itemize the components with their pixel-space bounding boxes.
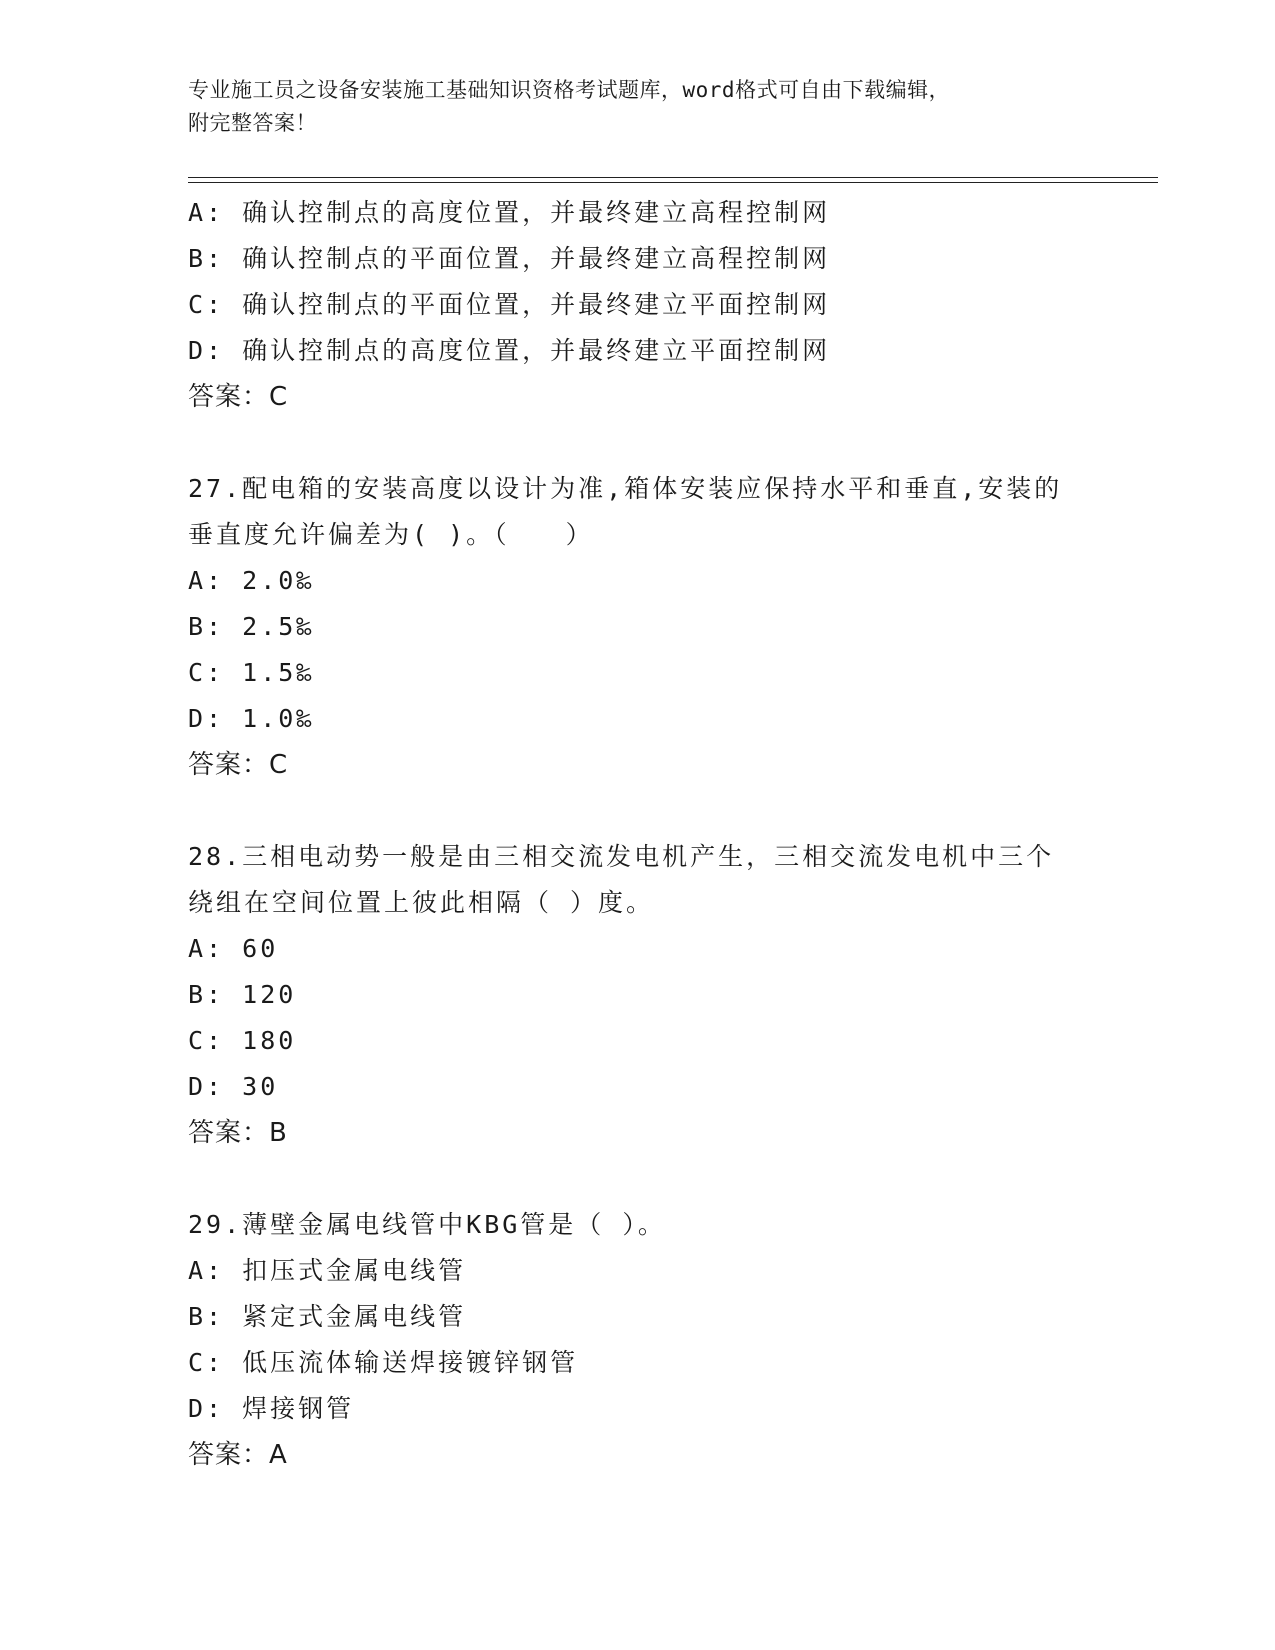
option-c: C: 确认控制点的平面位置，并最终建立平面控制网 (188, 290, 831, 319)
answer: 答案：C (188, 750, 289, 780)
option-a: A: 60 (188, 934, 279, 963)
answer: 答案：A (188, 1440, 288, 1470)
question-stem-line1: 28.三相电动势一般是由三相交流发电机产生，三相交流发电机中三个 (188, 842, 1055, 871)
question-stem-line2: 绕组在空间位置上彼此相隔（ ）度。 (188, 888, 655, 917)
answer: 答案：B (188, 1118, 288, 1148)
option-b: B: 确认控制点的平面位置，并最终建立高程控制网 (188, 244, 831, 273)
spacer (188, 788, 1088, 834)
answer: 答案：C (188, 382, 289, 412)
option-c: C: 1.5‰ (188, 658, 315, 687)
header-divider-top (188, 177, 1158, 178)
option-b: B: 紧定式金属电线管 (188, 1302, 467, 1331)
question-28 (188, 834, 1088, 1156)
spacer (188, 1156, 1088, 1202)
document-header (188, 74, 1088, 140)
option-d: D: 确认控制点的高度位置，并最终建立平面控制网 (188, 336, 831, 365)
option-d: D: 30 (188, 1072, 279, 1101)
option-b: B: 120 (188, 980, 297, 1009)
question-list (188, 190, 1088, 1478)
option-d: D: 1.0‰ (188, 704, 315, 733)
option-c: C: 180 (188, 1026, 297, 1055)
option-a: A: 扣压式金属电线管 (188, 1256, 467, 1285)
question-stem-line1: 27.配电箱的安装高度以设计为准,箱体安装应保持水平和垂直,安装的 (188, 474, 1063, 503)
question-stem-line1: 29.薄壁金属电线管中KBG管是（ ）。 (188, 1210, 666, 1239)
header-divider-bottom (188, 182, 1158, 183)
spacer (188, 420, 1088, 466)
option-a: A: 确认控制点的高度位置，并最终建立高程控制网 (188, 198, 831, 227)
option-a: A: 2.0‰ (188, 566, 315, 595)
option-b: B: 2.5‰ (188, 612, 315, 641)
question-26 (188, 190, 1088, 420)
question-stem-line2: 垂直度允许偏差为( )。（ ） (188, 520, 594, 549)
option-d: D: 焊接钢管 (188, 1394, 355, 1423)
header-title-line2: 附完整答案！ (188, 111, 317, 135)
question-29 (188, 1202, 1088, 1478)
option-c: C: 低压流体输送焊接镀锌钢管 (188, 1348, 579, 1377)
question-27 (188, 466, 1088, 788)
header-title-line1: 专业施工员之设备安装施工基础知识资格考试题库，word格式可自由下载编辑， (188, 78, 951, 102)
